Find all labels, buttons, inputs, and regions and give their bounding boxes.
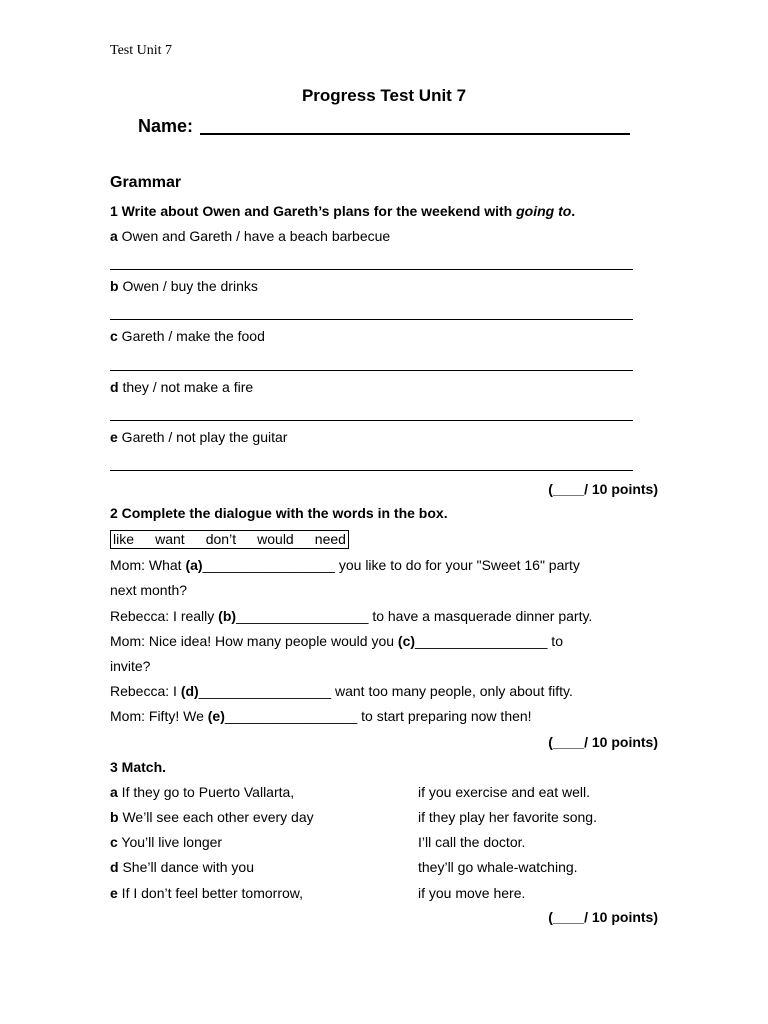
dialogue-line	[110, 633, 563, 649]
item-text: Owen / buy the drinks	[118, 278, 258, 294]
match-right-item: if you move here.	[418, 885, 526, 901]
q2-prompt: 2 Complete the dialogue with the words in the box.	[110, 505, 448, 521]
dialogue-line	[110, 708, 532, 724]
blank-label: (e)	[207, 708, 225, 724]
item-text: She’ll dance with you	[118, 859, 254, 875]
dialogue-text: to start preparing now then!	[357, 708, 532, 724]
dialogue-line	[110, 582, 187, 598]
word-box-item: would	[257, 531, 294, 547]
word-box-item: want	[155, 531, 185, 547]
q1-item-a	[110, 228, 390, 244]
blank-line[interactable]: _________________	[236, 608, 369, 624]
q1-answer-line-e[interactable]	[110, 470, 633, 471]
name-label: Name:	[138, 116, 194, 136]
page-header: Test Unit 7	[110, 43, 173, 58]
item-letter: e	[110, 429, 118, 445]
dialogue-text: invite?	[110, 658, 151, 674]
blank-label: (a)	[185, 557, 203, 573]
item-text: If I don’t feel better tomorrow,	[117, 885, 303, 901]
item-letter: b	[110, 278, 119, 294]
blank-line[interactable]: _________________	[224, 708, 358, 724]
item-text: We’ll see each other every day	[118, 809, 314, 825]
match-right-item: I’ll call the doctor.	[418, 834, 526, 850]
match-right-item: if you exercise and eat well.	[418, 784, 590, 800]
item-text: Gareth / make the food	[117, 328, 265, 344]
word-box-item: need	[314, 531, 346, 547]
dialogue-text: want too many people, only about fifty.	[331, 683, 573, 699]
dialogue-text: you like to do for your "Sweet 16" party	[334, 557, 580, 573]
q1-prompt-italic: going to	[516, 203, 572, 219]
q1-answer-line-a[interactable]	[110, 269, 633, 270]
word-box	[110, 530, 349, 549]
dialogue-line	[110, 608, 592, 624]
q2-points: (____/ 10 points)	[548, 734, 658, 750]
item-letter: c	[110, 834, 118, 850]
q1-item-b	[110, 278, 258, 294]
dialogue-line	[110, 557, 580, 573]
item-text: If they go to Puerto Vallarta,	[117, 784, 295, 800]
item-text: Owen and Gareth / have a beach barbecue	[117, 228, 391, 244]
q1-prompt-end: .	[571, 203, 576, 219]
q1-answer-line-c[interactable]	[110, 370, 633, 371]
q1-item-e	[110, 429, 287, 445]
item-letter: b	[110, 809, 119, 825]
q1-answer-line-d[interactable]	[110, 420, 633, 421]
name-answer-line[interactable]	[200, 133, 630, 135]
match-left-c	[110, 834, 222, 850]
blank-line[interactable]: _________________	[202, 557, 335, 573]
item-letter: d	[110, 859, 119, 875]
item-letter: a	[110, 784, 118, 800]
match-left-b	[110, 809, 314, 825]
item-text: they / not make a fire	[118, 379, 254, 395]
q1-item-d	[110, 379, 253, 395]
item-letter: c	[110, 328, 118, 344]
dialogue-text: Mom: Fifty! We	[110, 708, 208, 724]
item-letter: d	[110, 379, 119, 395]
word-box-item: like	[113, 531, 135, 547]
blank-label: (d)	[180, 683, 199, 699]
dialogue-text: next month?	[110, 582, 188, 598]
q1-points: (____/ 10 points)	[548, 481, 658, 497]
dialogue-text: to have a masquerade dinner party.	[368, 608, 593, 624]
q3-points: (____/ 10 points)	[548, 909, 658, 925]
q1-prompt-text: Write about Owen and Gareth’s plans for the weekend with	[117, 203, 517, 219]
page-title: Progress Test Unit 7	[301, 86, 467, 105]
item-letter: a	[110, 228, 118, 244]
q1-answer-line-b[interactable]	[110, 319, 633, 320]
item-text: You’ll live longer	[117, 834, 223, 850]
q1-number: 1	[110, 203, 118, 219]
word-box-item: don’t	[205, 531, 237, 547]
dialogue-text: Rebecca: I really	[110, 608, 219, 624]
item-text: Gareth / not play the guitar	[117, 429, 288, 445]
blank-line[interactable]: _________________	[198, 683, 332, 699]
dialogue-text: Rebecca: I	[110, 683, 181, 699]
match-left-a	[110, 784, 294, 800]
match-right-item: if they play her favorite song.	[418, 809, 597, 825]
q1-item-c	[110, 328, 265, 344]
dialogue-text: Mom: Nice idea! How many people would you	[110, 633, 398, 649]
blank-label: (b)	[218, 608, 237, 624]
item-letter: e	[110, 885, 118, 901]
dialogue-line	[110, 683, 573, 699]
blank-line[interactable]: _________________	[415, 633, 548, 649]
match-left-e	[110, 885, 303, 901]
match-right-item: they’ll go whale-watching.	[418, 859, 578, 875]
q3-prompt: 3 Match.	[110, 759, 167, 775]
q1-prompt	[110, 203, 575, 219]
blank-label: (c)	[397, 633, 416, 649]
match-left-d	[110, 859, 254, 875]
dialogue-text: to	[547, 633, 563, 649]
section-heading: Grammar	[110, 174, 182, 191]
dialogue-line	[110, 658, 150, 674]
dialogue-text: Mom: What	[110, 557, 186, 573]
